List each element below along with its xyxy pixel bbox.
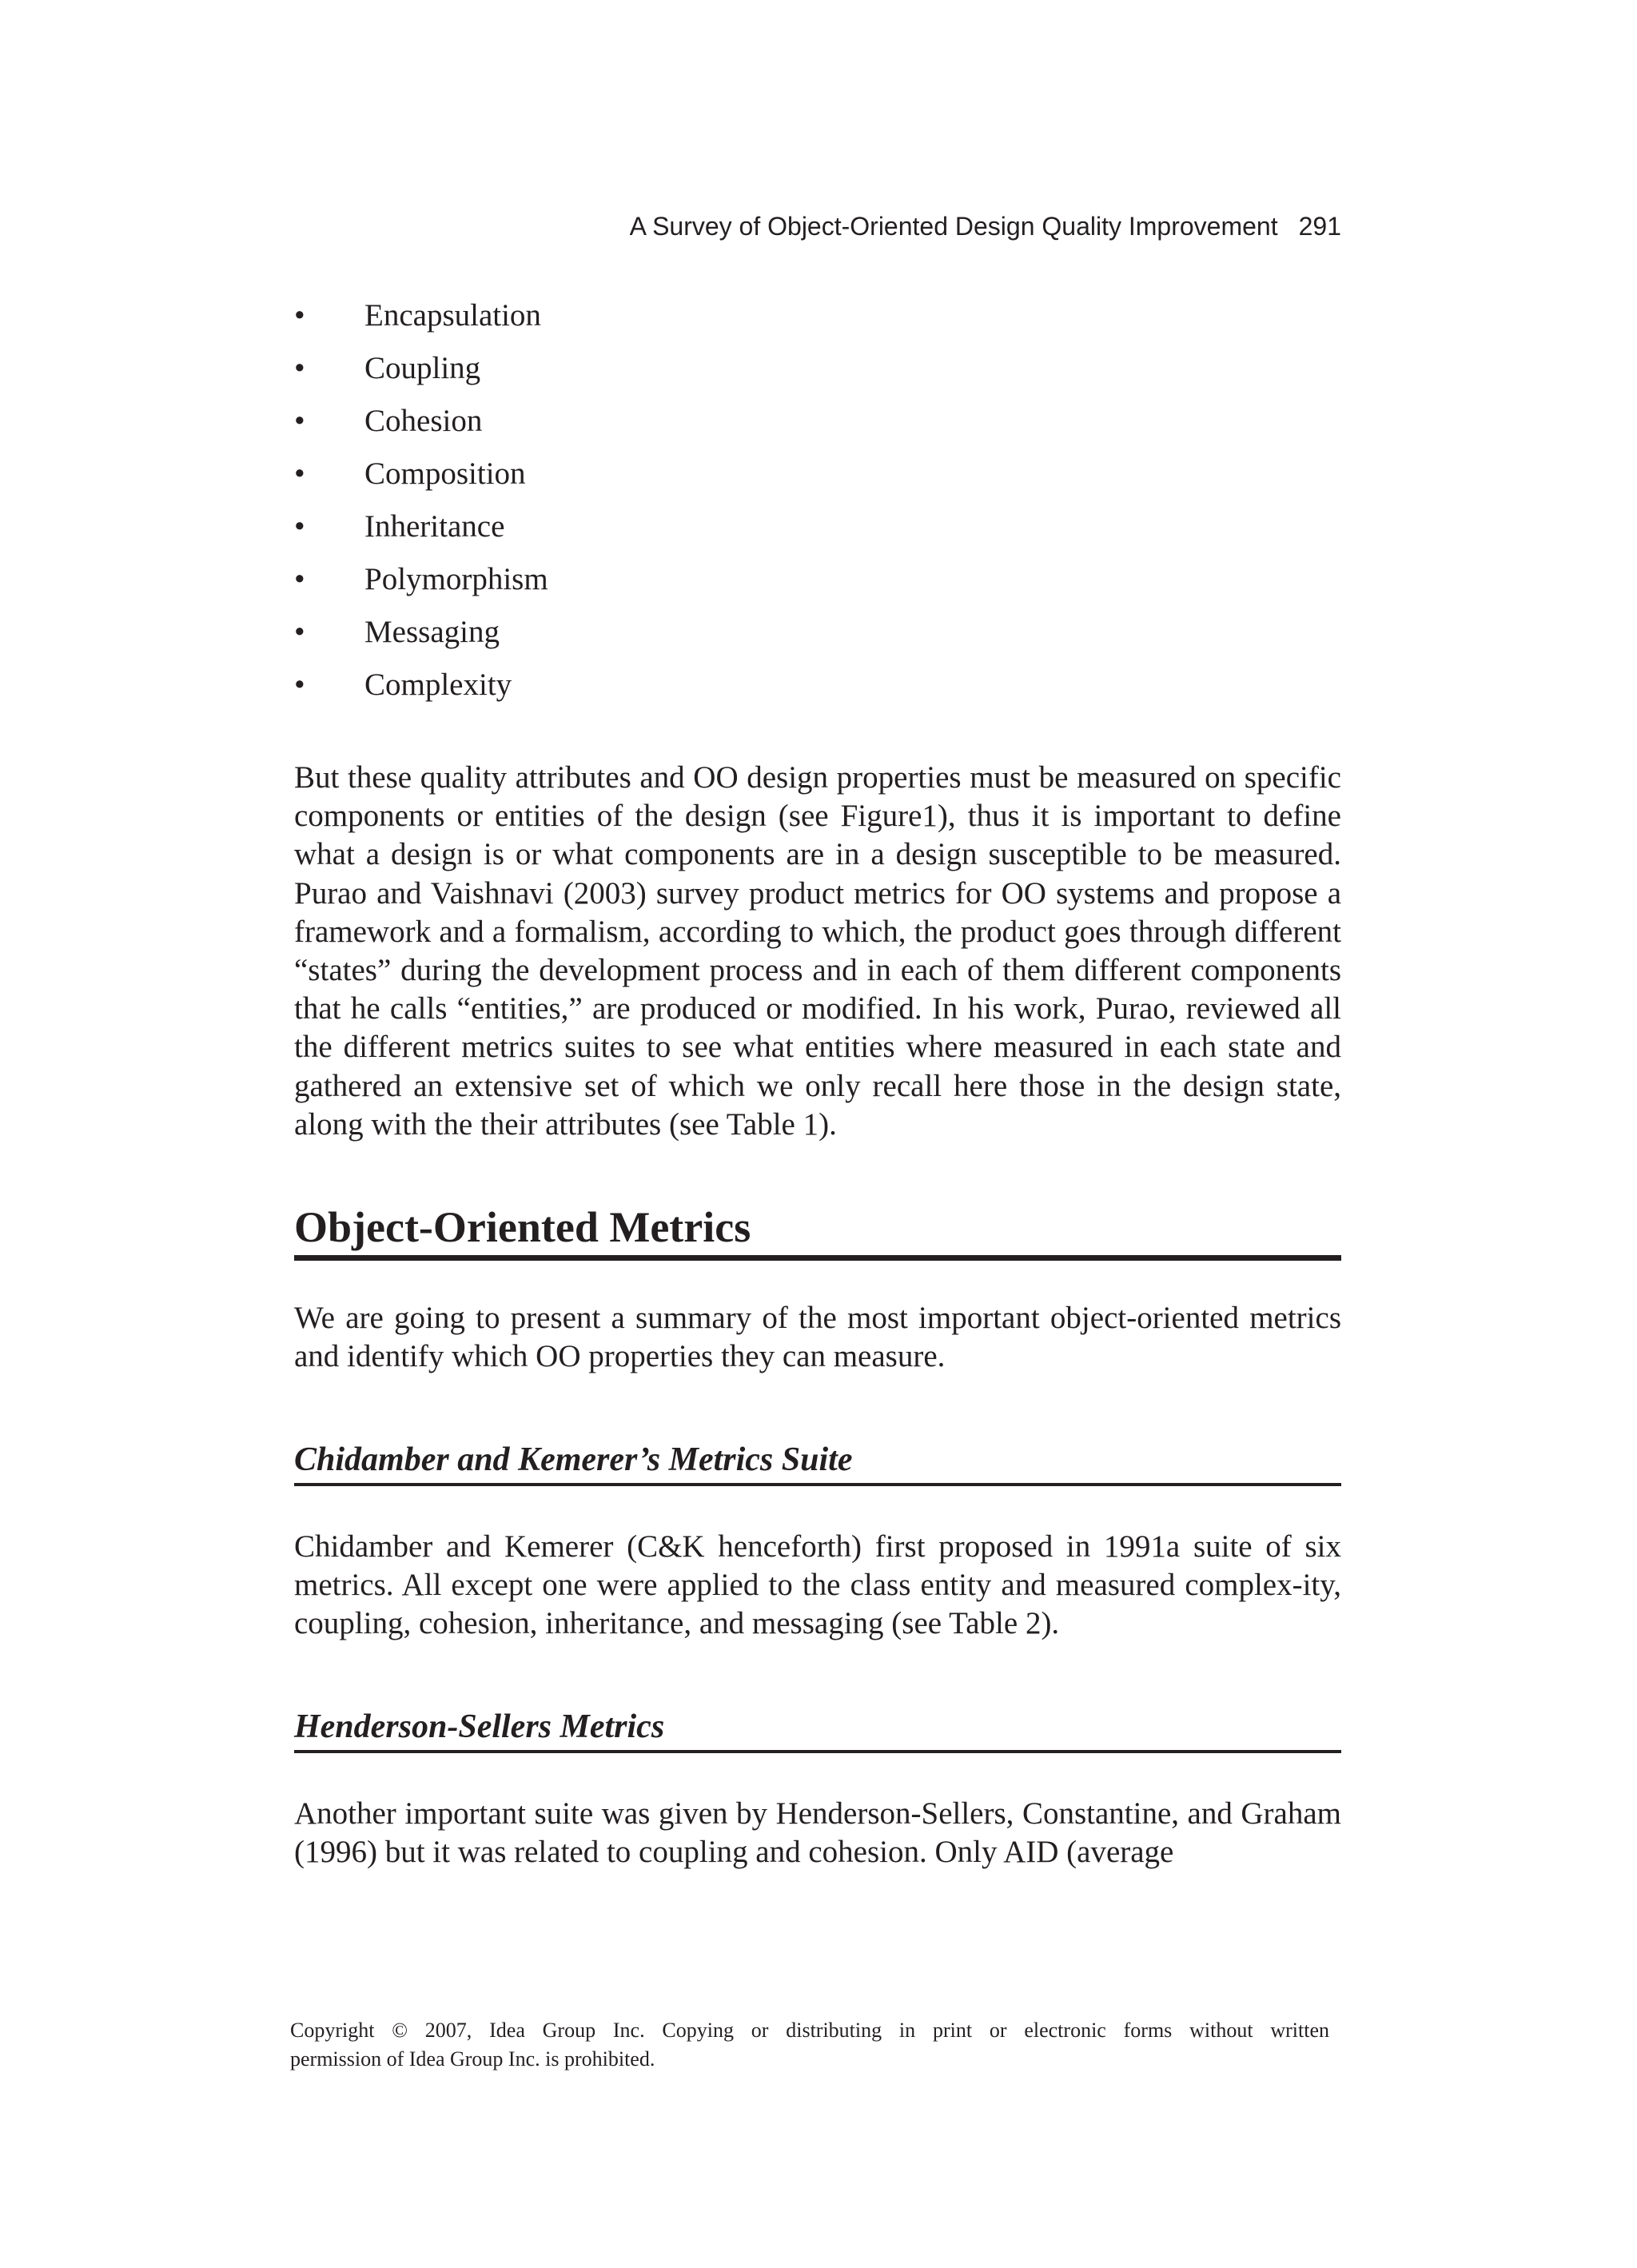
running-header xyxy=(294,210,1341,242)
subheading-ck-metrics: Chidamber and Kemerer’s Metrics Suite xyxy=(294,1438,1341,1486)
list-item xyxy=(294,500,1341,553)
paragraph-henderson-sellers: Another important suite was given by Henderson-Sellers, Constantine, and Graham (1996) but it was related to coupling and cohesion. Only AID (average xyxy=(294,1796,1341,1870)
page-number: 291 xyxy=(1298,212,1341,241)
copyright-line-1: Copyright © 2007, Idea Group Inc. Copying or distributing in print or electronic forms without written xyxy=(290,2019,1329,2042)
list-item-text: Messaging xyxy=(364,615,500,649)
oo-properties-list xyxy=(294,289,1341,711)
bullet-icon: • xyxy=(294,615,305,649)
list-item xyxy=(294,606,1341,659)
paragraph-ck-metrics: Chidamber and Kemerer (C&K henceforth) first proposed in 1991a suite of six metrics. All except one were applied to the class entity and measured complex-ity, coupling, cohesion, inheritance, and messaging (see Table 2). xyxy=(294,1529,1341,1641)
list-item xyxy=(294,395,1341,448)
bullet-icon: • xyxy=(294,562,305,596)
bullet-icon: • xyxy=(294,509,305,544)
list-item-text: Encapsulation xyxy=(364,298,541,333)
copyright-line-2: permission of Idea Group Inc. is prohibited. xyxy=(290,2047,655,2071)
list-item xyxy=(294,289,1341,342)
list-item-text: Coupling xyxy=(364,351,481,385)
bullet-icon: • xyxy=(294,298,305,333)
list-item xyxy=(294,342,1341,395)
list-item xyxy=(294,553,1341,606)
list-item-text: Composition xyxy=(364,456,526,491)
list-item-text: Cohesion xyxy=(364,404,483,438)
list-item-text: Inheritance xyxy=(364,509,505,544)
list-item-text: Complexity xyxy=(364,668,512,702)
subheading-henderson-sellers: Henderson-Sellers Metrics xyxy=(294,1705,1341,1753)
bullet-icon: • xyxy=(294,456,305,491)
bullet-icon: • xyxy=(294,668,305,702)
bullet-icon: • xyxy=(294,404,305,438)
paragraph-metrics-summary: We are going to present a summary of the most important object-oriented metrics and identify which OO properties they can measure. xyxy=(294,1301,1341,1374)
list-item-text: Polymorphism xyxy=(364,562,548,596)
list-item xyxy=(294,659,1341,711)
running-header-title: A Survey of Object-Oriented Design Quality Improvement xyxy=(629,212,1278,241)
list-item xyxy=(294,448,1341,500)
bullet-icon: • xyxy=(294,351,305,385)
paragraph-quality-attributes: But these quality attributes and OO design properties must be measured on specific components or entities of the design (see Figure1), thus it is important to define what a design is or what components are in a design susceptible to be measured. Purao and Vaishnavi (2003) survey product metrics for OO systems and propose a framework and a formalism, according to which, the product goes through different “states” during the development process and in each of them different components that he calls “entities,” are produced or modified. In his work, Purao, reviewed all the different metrics suites to see what entities where measured in each state and gathered an extensive set of which we only recall here those in the design state, along with the their attributes (see Table 1). xyxy=(294,760,1341,1142)
copyright-footer xyxy=(290,2016,1341,2074)
section-heading-oo-metrics: Object-Oriented Metrics xyxy=(294,1201,1341,1261)
